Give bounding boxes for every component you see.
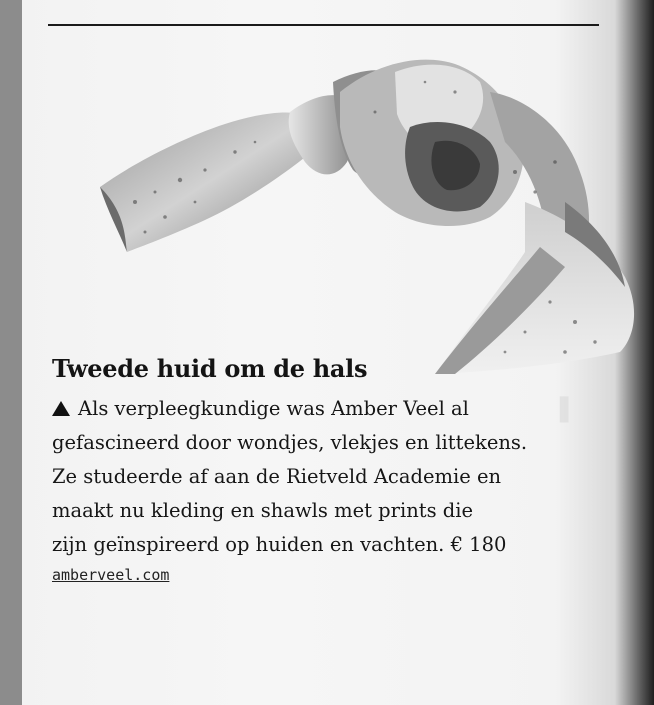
bullet-triangle-icon: [52, 401, 70, 416]
article-body: [52, 392, 572, 562]
body-line-1: [52, 392, 572, 426]
shawl-photo: [95, 52, 640, 382]
show-through-shadow: ▌: [560, 398, 577, 423]
website-link[interactable]: amberveel.com: [52, 566, 170, 584]
body-text-line: gefascineerd door wondjes, vlekjes en littekens.: [52, 431, 528, 454]
left-color-strip: [0, 0, 22, 705]
body-text-line: Ze studeerde af aan de Rietveld Academie en: [52, 465, 502, 488]
body-text-line: maakt nu kleding en shawls met prints die: [52, 499, 474, 522]
article-headline: Tweede huid om de hals: [52, 354, 368, 383]
body-text-line: zijn geïnspireerd op huiden en vachten. € 180: [52, 533, 507, 556]
body-text-line: Als verpleegkundige was Amber Veel al: [78, 397, 469, 420]
top-rule: [48, 24, 599, 26]
